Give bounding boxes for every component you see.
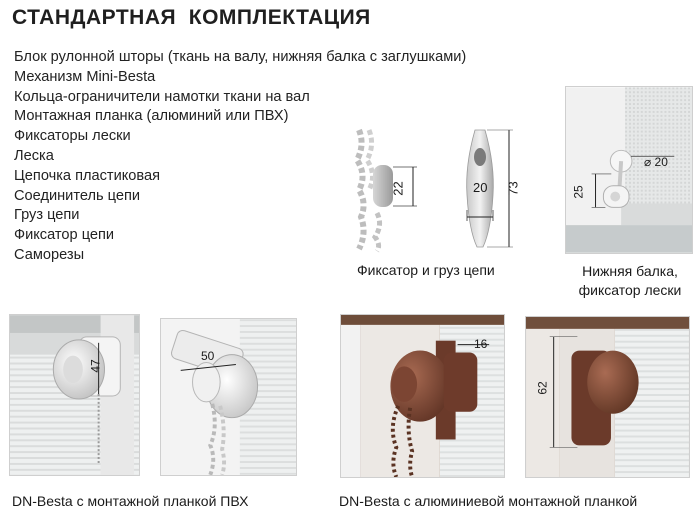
- alu-caption: DN-Besta с алюминиевой монтажной планкой: [339, 493, 638, 509]
- dimension-label: 73: [505, 181, 521, 196]
- chain-fixer-image: [345, 125, 430, 255]
- list-item: Кольца-ограничители намотки ткани на вал: [14, 88, 310, 105]
- list-item: Груз цепи: [14, 207, 80, 224]
- list-item: Соединитель цепи: [14, 187, 141, 204]
- dn-besta-alu-photo-1: [340, 314, 505, 478]
- bottom-bar-caption-line-2: фиксатор лески: [578, 282, 682, 298]
- bottom-bar-caption-line-1: Нижняя балка,: [582, 263, 678, 279]
- dn-besta-pvc-photo-2: [160, 318, 297, 476]
- list-item: Механизм Mini-Besta: [14, 68, 156, 85]
- list-item: Монтажная планка (алюминий или ПВХ): [14, 108, 289, 125]
- dimension-label: 20: [473, 180, 488, 195]
- page-title: СТАНДАРТНАЯ КОМПЛЕКТАЦИЯ: [12, 6, 371, 29]
- pvc-caption: DN-Besta с монтажной планкой ПВХ: [12, 493, 249, 509]
- dimension-label: 22: [390, 181, 406, 196]
- chain-weight-image: [447, 125, 527, 255]
- dn-besta-pvc-photo-1: [9, 314, 140, 476]
- bottom-bar-caption: [560, 262, 700, 300]
- list-item: Фиксатор цепи: [14, 227, 115, 244]
- list-item: Саморезы: [14, 246, 85, 263]
- dimension-label: 16: [474, 337, 488, 351]
- chain-caption: Фиксатор и груз цепи: [357, 262, 495, 278]
- list-item: Блок рулонной шторы (ткань на валу, нижняя балка с заглушками): [14, 49, 467, 65]
- list-item: Фиксаторы лески: [14, 128, 131, 145]
- list-item: Цепочка пластиковая: [14, 167, 161, 184]
- list-item: Леска: [14, 147, 54, 164]
- dimension-label: ⌀ 20: [644, 155, 668, 169]
- dimension-label: 62: [535, 381, 550, 395]
- dn-besta-alu-photo-2: [525, 316, 690, 478]
- dimension-label: 25: [571, 185, 586, 199]
- dimension-label: 47: [88, 359, 103, 373]
- dimension-label: 50: [201, 349, 215, 363]
- bottom-bar-image: [565, 86, 693, 254]
